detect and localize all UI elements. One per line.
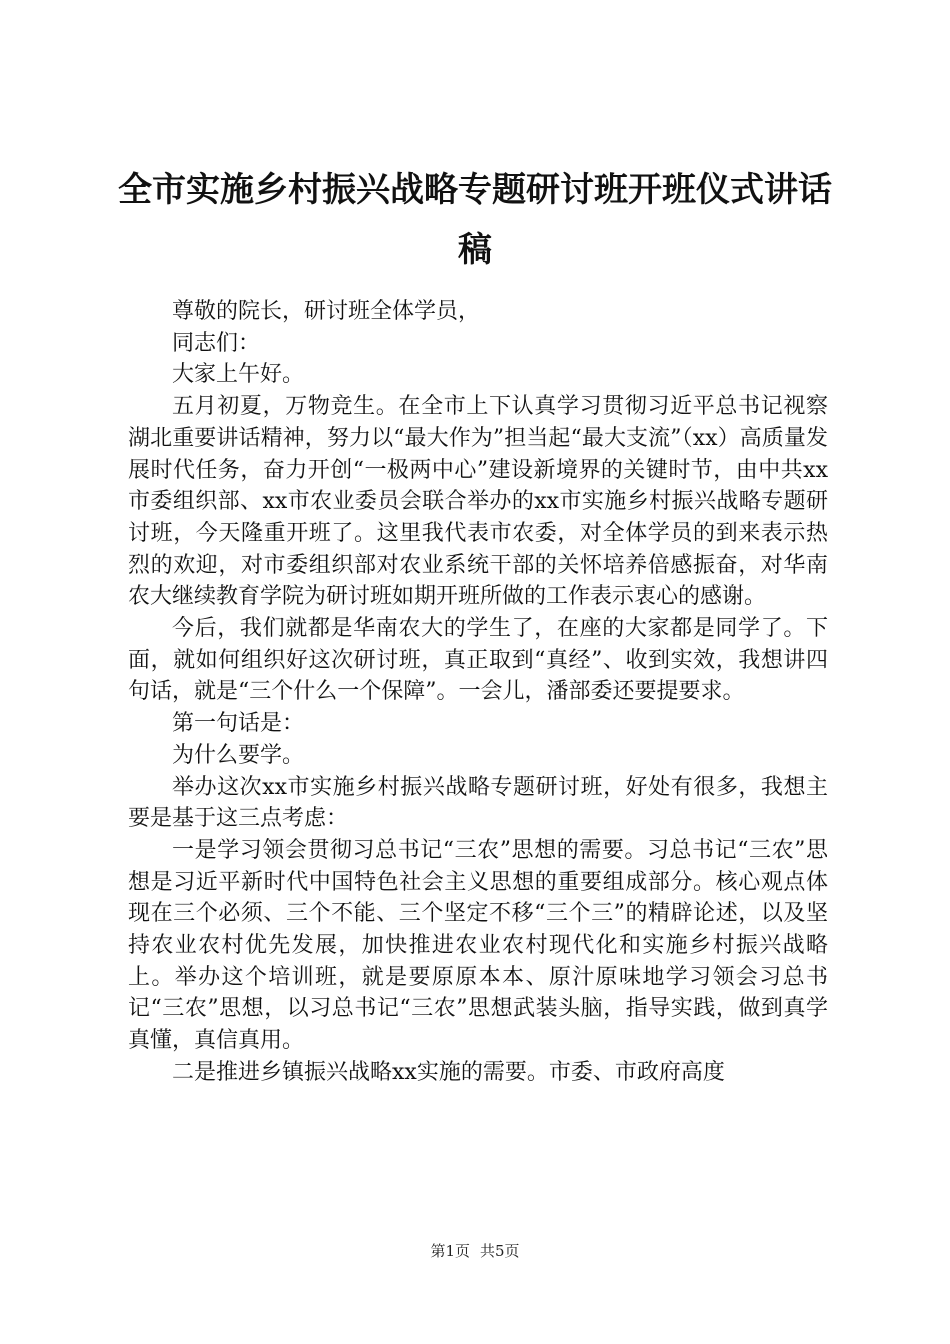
page-total: 共5页 <box>480 1242 520 1260</box>
paragraph-reason-one: 一是学习领会贯彻习总书记“三农”思想的需要。习总书记“三农”思想是习近平新时代中国特色社会主义思想的重要组成部分。核心观点体现在三个必须、三个不能、三个坚定不移“三个三”的精辟论述，以及坚持农业农村优先发展，加快推进农业农村现代化和实施乡村振兴战略上。举办这个培训班，就是要原原本本、原汁原味地学习领会习总书记“三农”思想，以习总书记“三农”思想武装头脑，指导实践，做到真学真懂，真信真用。 <box>128 837 828 1054</box>
paragraph-salutation: 尊敬的院长，研讨班全体学员， <box>172 299 481 324</box>
paragraph-opening: 五月初夏，万物竞生。在全市上下认真学习贯彻习近平总书记视察湖北重要讲话精神，努力以“最大作为”担当起“最大支流”（xx）高质量发展时代任务，奋力开创“一极两中心”建设新境界的关键时节，由中共xx市委组织部、xx市农业委员会联合举办的xx市实施乡村振兴战略专题研讨班，今天隆重开班了。这里我代表市农委，对全体学员的到来表示热烈的欢迎，对市委组织部对农业系统干部的关怀培养倍感振奋，对华南农大继续教育学院为研讨班如期开班所做的工作表示衷心的感谢。 <box>128 394 828 610</box>
paragraph-why-learn: 为什么要学。 <box>172 742 305 768</box>
paragraph-comrades: 同志们： <box>172 330 261 356</box>
document-body <box>128 296 828 1089</box>
paragraph-three-reasons: 举办这次xx市实施乡村振兴战略专题研讨班，好处有很多，我想主要是基于这三点考虑： <box>128 774 828 832</box>
document-title: 全市实施乡村振兴战略专题研讨班开班仪式讲话稿 <box>118 170 832 270</box>
paragraph-reason-two: 二是推进乡镇振兴战略xx实施的需要。市委、市政府高度 <box>172 1059 725 1085</box>
paragraph-greeting: 大家上午好。 <box>172 362 305 388</box>
page-footer <box>0 1241 950 1261</box>
paragraph-first-sentence: 第一句话是： <box>172 711 305 737</box>
page-number: 第1页 <box>430 1242 470 1260</box>
paragraph-four-sentences: 今后，我们就都是华南农大的学生了，在座的大家都是同学了。下面，就如何组织好这次研讨班，真正取到“真经”、收到实效，我想讲四句话，就是“三个什么一个保障”。一会儿，潘部委还要提要求。 <box>128 616 828 705</box>
